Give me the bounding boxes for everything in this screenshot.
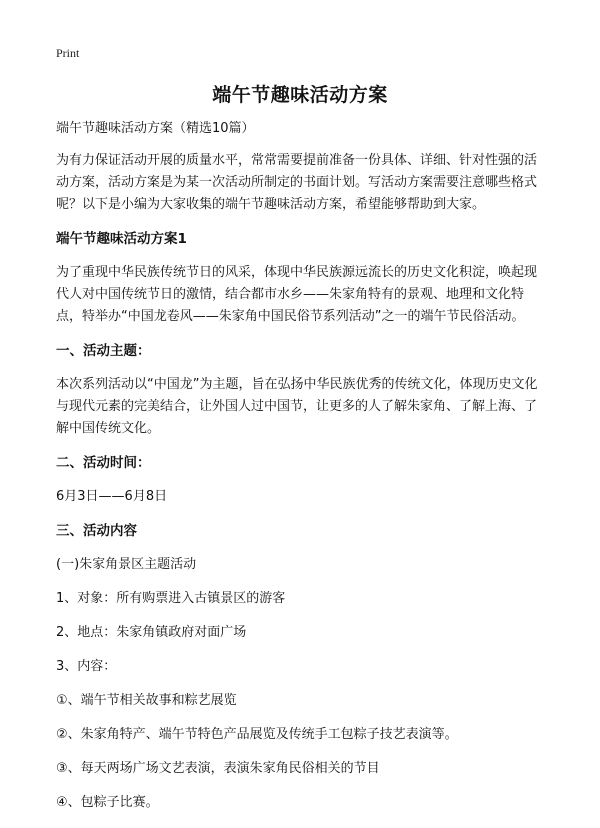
content-heading: 三、活动内容 bbox=[56, 523, 137, 539]
document-subtitle: 端午节趣味活动方案（精选10篇） bbox=[56, 121, 255, 136]
document-body bbox=[56, 118, 544, 826]
plan1-heading: 端午节趣味活动方案1 bbox=[56, 231, 187, 247]
document-title: 端午节趣味活动方案 bbox=[212, 84, 388, 106]
intro-paragraph: 为有力保证活动开展的质量水平，常常需要提前准备一份具体、详细、针对性强的活动方案，活动方案是为某一次活动所制定的书面计划。写活动方案需要注意哪些格式呢？以下是小编为大家收集的端午节趣味活动方案，希望能够帮助到大家。 bbox=[56, 153, 538, 212]
content-line: (一)朱家角景区主题活动 bbox=[56, 557, 197, 572]
content-line: 2、地点：朱家角镇政府对面广场 bbox=[56, 625, 247, 640]
content-line: ③、每天两场广场文艺表演，表演朱家角民俗相关的节目 bbox=[56, 761, 380, 776]
content-line: 1、对象：所有购票进入古镇景区的游客 bbox=[56, 591, 286, 606]
theme-heading: 一、活动主题： bbox=[56, 343, 151, 359]
print-label: Print bbox=[56, 46, 80, 60]
theme-paragraph: 本次系列活动以“中国龙”为主题，旨在弘扬中华民族优秀的传统文化，体现历史文化与现代元素的完美结合，让外国人过中国节，让更多的人了解朱家角、了解上海、了解中国传统文化。 bbox=[56, 377, 538, 436]
content-line: ④、包粽子比赛。 bbox=[56, 795, 159, 810]
time-text: 6月3日——6月8日 bbox=[56, 489, 168, 504]
content-line: ①、端午节相关故事和粽艺展览 bbox=[56, 693, 237, 708]
time-heading: 二、活动时间： bbox=[56, 455, 151, 471]
plan1-paragraph: 为了重现中华民族传统节日的风采，体现中华民族源远流长的历史文化积淀，唤起现代人对中国传统节日的激情，结合都市水乡——朱家角特有的景观、地理和文化特点，特举办“中国龙卷风——朱家角中国民俗节系列活动”之一的端午节民俗活动。 bbox=[56, 265, 538, 324]
content-line: ②、朱家角特产、端午节特色产品展览及传统手工包粽子技艺表演等。 bbox=[56, 727, 458, 742]
content-line: 3、内容： bbox=[56, 659, 117, 674]
